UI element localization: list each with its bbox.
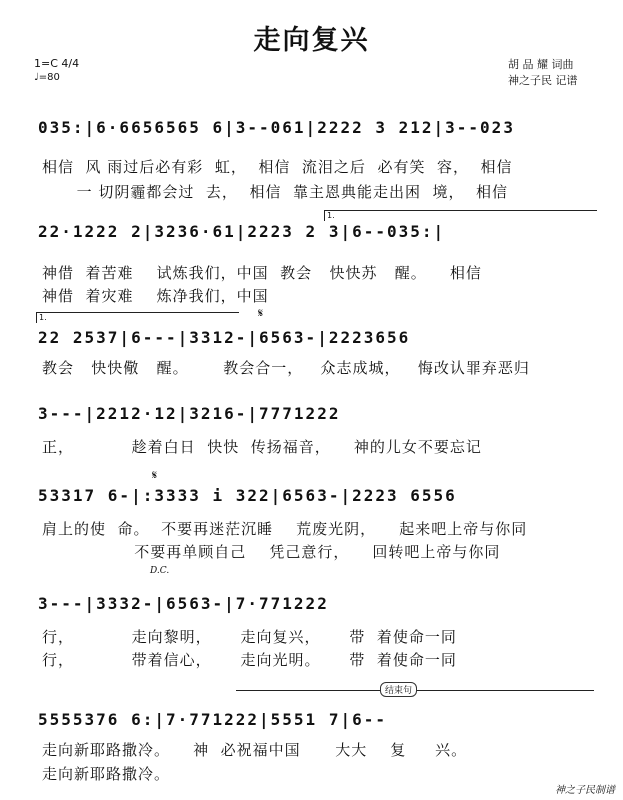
key-label: 1=C (34, 57, 58, 70)
tempo-mark: ♩=80 (34, 72, 60, 83)
lyrics-1b: 一 切阴霾都会过 去， 相信 靠主恩典能走出困 境， 相信 (42, 183, 509, 201)
segno-mark-2: 𝄋 (152, 468, 158, 482)
notes-line-2: 22·1222 2|3236·61|2223 2 3|6--035:| (38, 222, 446, 241)
transcriber-signature: 神之子民制谱 (555, 785, 615, 796)
end-phrase-label: 结束句 (380, 682, 417, 697)
lyrics-7a: 走向新耶路撒冷。 神 必祝福中国 大大 复 兴。 (42, 741, 468, 759)
song-title: 走向复兴 (253, 25, 370, 56)
lyrics-1a: 相信 风 雨过后必有彩 虹， 相信 流泪之后 必有笑 容， 相信 (42, 158, 513, 176)
notes-line-6: 3---|3332-|6563-|7·771222 (38, 594, 329, 613)
notes-line-4: 3---|2212·12|3216-|7771222 (38, 404, 341, 423)
first-ending-bracket (324, 210, 597, 221)
key-signature (34, 58, 79, 70)
ending-label-2: 1. (39, 313, 47, 322)
segno-mark: 𝄋 (258, 306, 264, 320)
lyrics-4: 正， 趁着白日 快快 传扬福音， 神的儿女不要忘记 (42, 438, 482, 456)
notes-line-5: 53317 6-|:3333 i 322|6563-|2223 6556 (38, 486, 457, 505)
credit-lyricist: 胡 品 耀 词曲 (508, 58, 574, 71)
lyrics-2b: 神借 着灾难 炼净我们，中国 (42, 287, 269, 305)
notes-line-3: 22 2537|6---|3312-|6563-|2223656 (38, 328, 411, 347)
ending-label: 1. (327, 211, 335, 220)
notes-line-7: 5555376 6:|7·771222|5551 7|6-- (38, 710, 387, 729)
lyrics-7b: 走向新耶路撒冷。 (42, 765, 171, 783)
credit-transcriber: 神之子民 记谱 (508, 74, 578, 87)
lyrics-5b: 不要再单顾自己 凭己意行， 回转吧上帝与你同 (42, 543, 501, 561)
time-signature: 4/4 (61, 57, 80, 70)
dc-mark: D.C. (150, 566, 170, 576)
first-ending-bracket-2 (36, 312, 239, 323)
lyrics-5a: 肩上的使 命。 不要再迷茫沉睡 荒废光阴， 起来吧上帝与你同 (42, 520, 528, 538)
lyrics-6a: 行， 走向黎明， 走向复兴， 带 着使命一同 (42, 628, 457, 646)
notes-line-1: 035:|6·6656565 6|3--061|2222 3 212|3--023 (38, 118, 515, 137)
lyrics-3: 教会 快快儆 醒。 教会合一， 众志成城， 悔改认罪弃恶归 (42, 359, 530, 377)
lyrics-6b: 行， 带着信心， 走向光明。 带 着使命一同 (42, 651, 457, 669)
lyrics-2a: 神借 着苦难 试炼我们，中国 教会 快快苏 醒。 相信 (42, 264, 482, 282)
